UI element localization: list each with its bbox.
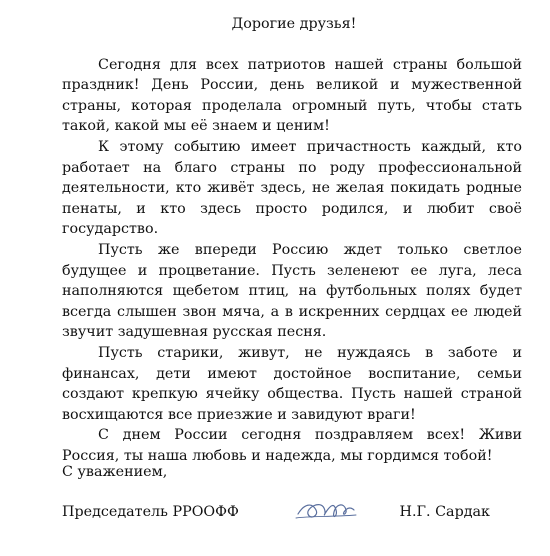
paragraph-5: С днем России сегодня поздравляем всех! Живи Россия, ты наша любовь и надежда, мы гордимся тобой! xyxy=(62,427,522,464)
paragraph-3: Пусть же впереди Россию ждет только светлое будущее и процветание. Пусть зеленеют ее луга, леса наполняются щебетом птиц, на футбольных полях будет всегда слышен звон мяча, а в искренних сердцах ее людей звучит задушевная русская песня. xyxy=(62,241,522,341)
letter-greeting: Дорогие друзья! xyxy=(231,16,357,32)
closing-phrase: С уважением, xyxy=(62,464,168,480)
paragraph-4: Пусть старики, живут, не нуждаясь в заботе и финансах, дети имеют достойное воспитание, семьи создают крепкую ячейку общества. Пусть нашей страной восхищаются все приезжие и завидуют враги! xyxy=(62,344,522,423)
handwritten-signature-icon xyxy=(294,496,358,524)
signature-row xyxy=(62,502,490,526)
paragraph-2: К этому событию имеет причастность каждый, кто работает на благо страны по роду профессиональной деятельности, кто живёт здесь, не желая покидать родные пенаты, и кто здесь просто родился, и любит своё государство. xyxy=(62,138,522,238)
signer-position: Председатель РРООФФ xyxy=(62,504,239,520)
letter-body xyxy=(62,14,522,466)
signer-name: Н.Г. Сардак xyxy=(399,504,490,520)
paragraph-1: Сегодня для всех патриотов нашей страны большой праздник! День России, день великой и мужественной страны, которая проделала огромный путь, чтобы стать такой, какой мы её знаем и ценим! xyxy=(62,56,522,135)
